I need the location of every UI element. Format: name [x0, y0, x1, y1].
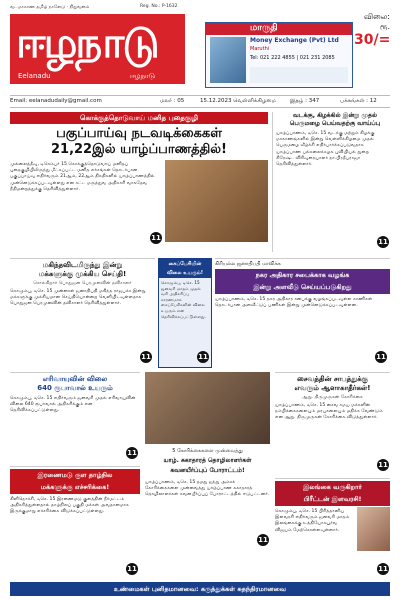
story-health-workers-headline-3: கவனயீர்ப்புப் போராட்டம்! — [170, 467, 245, 474]
story-uda[interactable] — [215, 258, 390, 367]
top-line — [10, 4, 390, 12]
story-mahinda-sub: சொல்கிறார் பொதுஜன பெரமுனவின் தவிசாளர் — [33, 281, 132, 286]
story-iranaimadu-headline-2: மக்களுக்கு எச்சரிக்கை! — [10, 482, 140, 494]
story-princess-body: கொழும்பு, டிசெ. 15 பிரித்தானிய இளவரசி எதிர்வரும் ஜனவரி மாதம் இலங்கைக்கு உத்தியோகபூர்வ விஜயம் மேற்கொள்ளவுள்ளார். — [275, 509, 350, 533]
story-iranaimadu-headline-1: இரணைமடு குள தாழ்நில — [10, 469, 140, 482]
story-gas-body: கொழும்பு, டிசெ. 15 எதிர்வரும் ஜனவரி முதல் எரிவாயுவின் விலை 640 ரூபாவால் அதிகரிக்கும் என தெரிவிக்கப்பட்டுள்ளது. — [10, 396, 136, 414]
ad-phone: Tel: 021 222 4855 | 021 231 2085 — [250, 55, 335, 61]
lead-photo — [165, 160, 268, 242]
price-label: விலை: ரூ. — [363, 12, 390, 31]
story-health-workers-headline-2: யாழ். சுகாதாரத் தொழிலாளர்கள் — [163, 457, 252, 464]
story-mahinda-headline-1: மகிந்தவிடமிருந்து இன்று — [42, 261, 123, 269]
right-top-headline-1: வடக்கு, கிழக்கில் இன்று முதல் — [293, 112, 377, 119]
issue-number: இதழ் : 347 — [290, 98, 320, 104]
story-mahinda[interactable] — [10, 258, 155, 367]
phone-price-page-badge: 11 — [198, 353, 208, 361]
story-iranaimadu-page-badge: 11 — [127, 565, 137, 573]
story-princess-headline-2: பிரீட்டன் இளவரசி! — [275, 494, 390, 506]
story-gas-headline-2: 640 ரூபாவால் உயரும் — [37, 384, 113, 392]
story-princess-photo — [357, 507, 390, 551]
story-gas-page-badge: 11 — [127, 449, 137, 457]
volume: மலர் : 05 — [160, 98, 185, 104]
phone-price-headline-2: விலை உயரும்! — [159, 269, 211, 278]
right-top-headline-2: பெருமழை பெய்வதற்கு வாய்ப்பு — [289, 120, 381, 127]
ad-partner-logos — [250, 67, 348, 83]
right-top-story[interactable] — [272, 112, 394, 252]
story-uda-headline-1: நகர அதிகார சபைக்காக வழங்க — [215, 269, 390, 282]
issue-date: 15.12.2023 வெள்ளிக்கிழமை — [200, 98, 276, 104]
page-count: பக்கங்கள் : 12 — [340, 98, 377, 104]
story-iranaimadu[interactable] — [10, 466, 140, 577]
story-gas-headline-1: எரிவாயுவின் விலை — [42, 375, 108, 383]
lead-headline-2: 21,22இல் யாழ்ப்பாணத்தில்! — [50, 142, 227, 157]
lead-headline-1: பகுப்பாய்வு நடவடிக்கைகள் — [56, 126, 222, 141]
ad-line1: Money Exchange (Pvt) Ltd — [250, 37, 339, 44]
advertisement-banner[interactable] — [205, 22, 353, 88]
story-princess[interactable] — [275, 478, 390, 577]
newspaper-logo — [10, 14, 185, 84]
ad-photo — [210, 37, 246, 83]
story-princess-page-badge: 11 — [378, 565, 388, 573]
ad-brand: மாருதி — [250, 23, 278, 33]
top-line-left: வடமாகாண தமிழ் நாளேடு · நிறுவனம் — [10, 5, 90, 10]
story-health-workers-page-badge: 11 — [258, 536, 268, 544]
story-health-workers-photo — [145, 372, 270, 444]
lead-body: முல்லைத்தீவு, டிசெம்பர் 15 கொக்குத்தொடுவாய் மனிதப் புதைகுழியிலிருந்து மீட்கப்பட்ட மனித எச்சங்கள் தொடர்பான பகுப்பாய்வு எதிர்வரும் 21ஆம், 22ஆம் திகதிகளில் யாழ்ப்பாணத்தில் முன்னெடுக்கப்படவுள்ளது என சட்ட மருத்துவ அதிகாரி வாசுதேவ நீதிமன்றத்துக்கு தெரிவித்துள்ளார். — [10, 162, 155, 192]
story-health-workers[interactable] — [145, 372, 270, 548]
lead-story[interactable] — [10, 112, 268, 252]
footer-slogan: உண்மைகள் புனிதமானவை: கருத்துக்கள் சுதந்திரமானவை — [10, 582, 390, 596]
registration-number: Reg. No.: P-1632 — [140, 4, 178, 9]
right-top-page-badge: 11 — [378, 238, 388, 246]
phone-price-headline-1: கைப்பேசியின் — [159, 259, 211, 269]
lead-kicker: கொக்குத்தொடுவாய் மனித புதைகுழி — [10, 112, 268, 124]
story-mahinda-headline-2: மக்களுக்கு முக்கிய செய்தி! — [38, 270, 127, 278]
price-box — [354, 12, 391, 48]
story-saivam-sub: ஆறு. திருமுருகன் கோரிக்கை — [302, 395, 363, 400]
story-health-workers-body: யாழ்ப்பாணம், டிசெ. 15 தமது ஐந்து அம்சக் கோரிக்கைகளை முன்வைத்து யாழ்ப்பாண சுகாதாரத் தொழிலாளர்கள் கவனயீர்ப்புப் போராட்டத்தில் ஈடுபட்டனர். — [145, 480, 270, 498]
ad-bar — [206, 23, 352, 35]
story-uda-body: யாழ்ப்பாணம், டிசெ. 15 நகர அதிகார சபைக்கு வழங்கப்படவுள்ள காணிகள் தொடர்பான அளவீட்டுப் பணிகள் இன்று முன்னெடுக்கப்படவுள்ளன. — [215, 297, 373, 309]
logo-sub-left: Eelanadu — [18, 72, 51, 80]
story-iranaimadu-body: கிளிநொச்சி, டிசெ. 15 இரணைமடு குளத்தின் நீர்மட்டம் அதிகரித்துள்ளதால் தாழ்நிலப் பகுதி மக்கள் அவதானமாக இருக்குமாறு எச்சரிக்கை விடுக்கப்பட்டுள்ளது. — [10, 497, 129, 515]
story-princess-headline-1: இலங்கை வருகிறார் — [275, 481, 390, 494]
story-uda-kicker: கிரியல்ல ஜனாதிபதி மாவிக்க — [215, 261, 281, 267]
logo-sub-right: ஈழநாடு — [130, 72, 155, 80]
story-mahinda-body: கொழும்பு, டிசெ. 15 முன்னாள் ஜனாதிபதி மகிந்த ராஜபக்ச இன்று மக்களுக்கு முக்கியமான செய்தியொன்றை வெளியிடவுள்ளதாக பொதுஜன பெரமுனவின் தவிசாளர் தெரிவித்துள்ளார். — [10, 289, 146, 307]
story-saivam-body: யாழ்ப்பாணம், டிசெ. 15 சைவ சமய மக்களின் நம்பிக்கைகளையும் மரபுகளையும் மதிக்க வேண்டும் என ஆறு. திருமுருகன் கோரிக்கை விடுத்துள்ளார். — [275, 403, 383, 421]
phone-price-body: கொழும்பு, டிசெ. 15 ஜனவரி மாதம் முதல் வரி அதிகரிப்பு காரணமாக கைப்பேசிகளின் விலை உயரும் என தெரிவிக்கப்பட்டுள்ளது. — [161, 280, 206, 319]
story-saivam-headline-2: எவரும் ஆளாகாதீர்கள்! — [294, 384, 371, 392]
story-saivam[interactable] — [275, 372, 390, 473]
story-health-workers-headline-1: 5 கோரிக்கைகளை முன்வைத்து — [172, 448, 243, 454]
masthead — [10, 12, 390, 90]
story-saivam-headline-1: சைவத்தின் சாபத்துக்கு — [297, 375, 368, 383]
email[interactable]: Email: eelanadudaily@gmail.com — [10, 98, 102, 104]
price-value: 30/= — [354, 32, 391, 48]
logo-text: ஈழநாடு — [16, 18, 158, 67]
story-uda-page-badge: 11 — [376, 353, 386, 361]
ad-line2: Maruthi — [250, 46, 270, 52]
right-top-body: யாழ்ப்பாணம், டிசெ. 15 வடக்கு மற்றும் கிழக்கு மாகாணங்களில் இன்று வெள்ளிக்கிழமை முதல் பெருமழை வீழ்ச்சி எதிர்பார்க்கப்படுவதாக யாழ்ப்பாண பல்கலைக்கழக புவியியல் துறை சிரேஷ்ட விரிவுரையாளர் நா.பிரதீபராஜா தெரிவித்துள்ளார். — [276, 131, 375, 168]
phone-price-box[interactable] — [158, 258, 212, 368]
story-saivam-page-badge: 11 — [378, 461, 388, 469]
lead-page-badge: 11 — [151, 234, 161, 242]
story-mahinda-page-badge: 11 — [141, 353, 151, 361]
story-uda-headline-2: இன்று அளவீடு செய்யப்படுகிறது — [215, 282, 390, 294]
issue-info-bar — [10, 95, 390, 108]
story-gas[interactable] — [10, 372, 140, 461]
